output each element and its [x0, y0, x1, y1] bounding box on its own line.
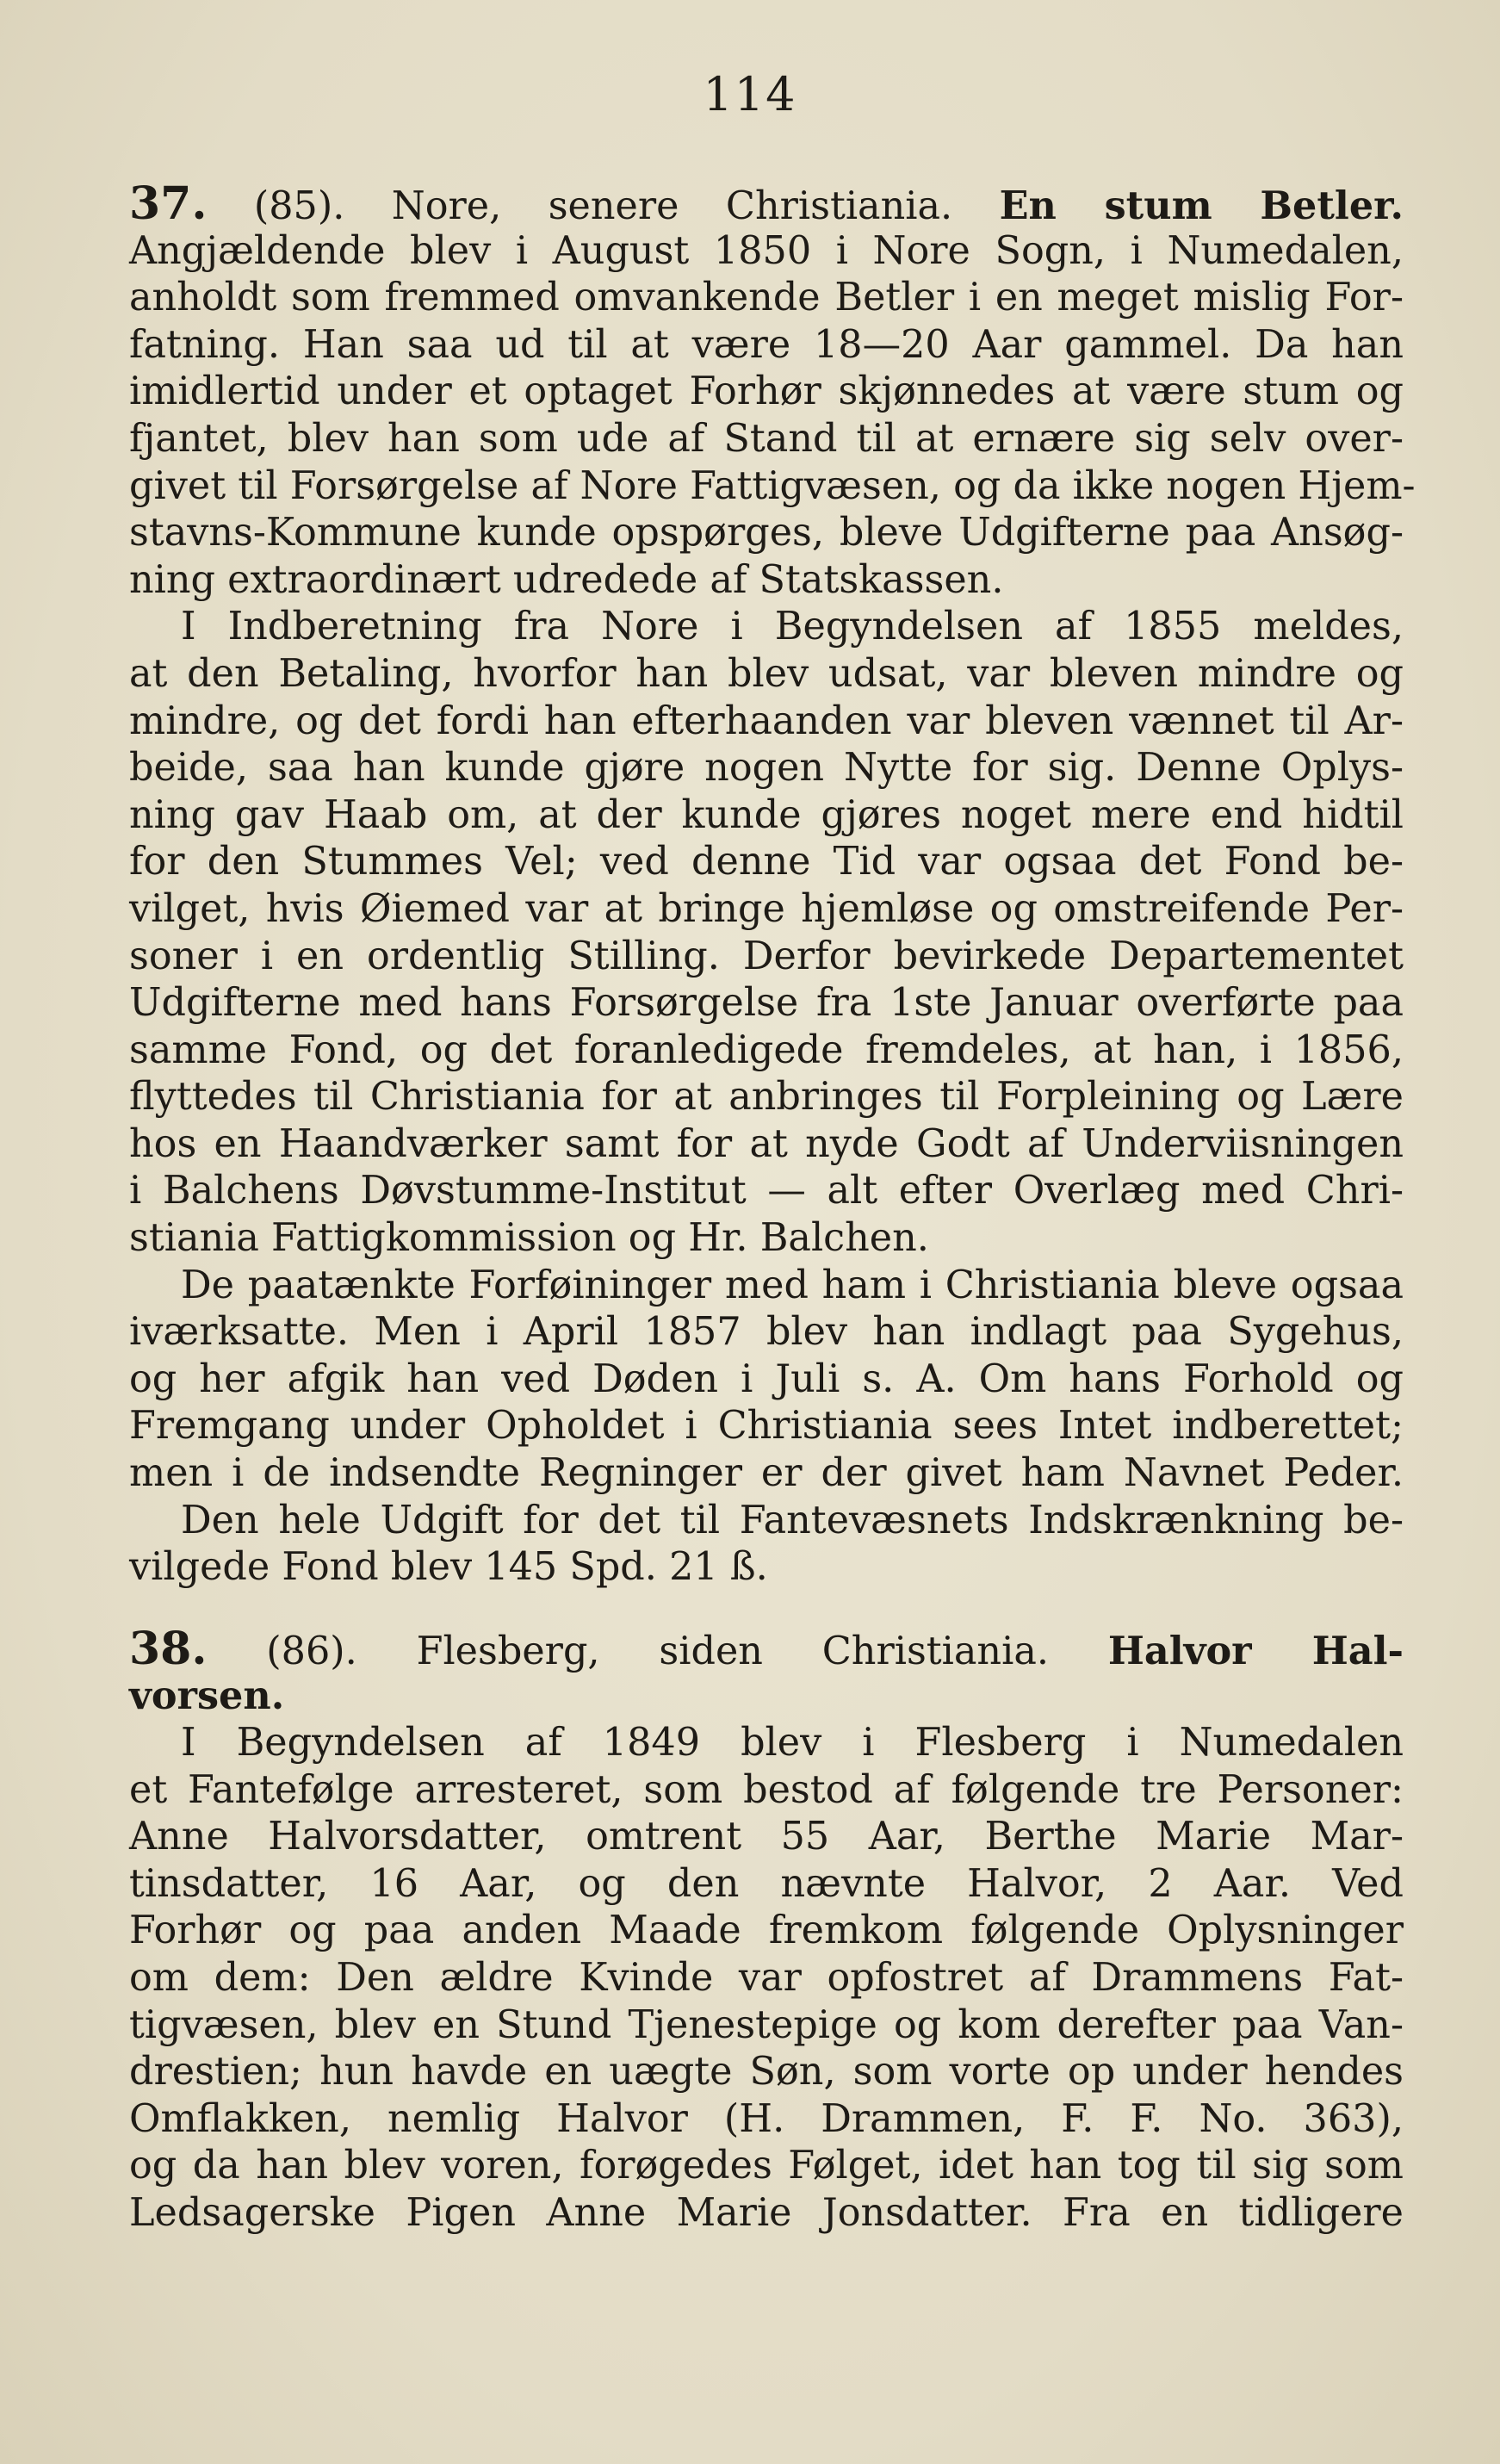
- text-line: et Fantefølge arresteret, som bestod af følgende tre Personer:: [129, 1767, 1404, 1812]
- text-line: ning extraordinært udredede af Statskassen.: [129, 557, 1004, 602]
- text-line: ning gav Haab om, at der kunde gjøres noget mere end hidtil: [129, 792, 1404, 837]
- text-line: Omflakken, nemlig Halvor (H. Drammen, F. F. No. 363),: [129, 2096, 1404, 2141]
- text-line: tigvæsen, blev en Stund Tjenestepige og kom derefter paa Van-: [129, 2002, 1404, 2047]
- text-line: Den hele Udgift for det til Fantevæsnets Indskrænkning be-: [181, 1498, 1404, 1542]
- text-line: samme Fond, og det foranledigede fremdeles, at han, i 1856,: [129, 1027, 1404, 1072]
- text-line: Ledsagerske Pigen Anne Marie Jonsdatter. Fra en tidligere: [129, 2190, 1404, 2235]
- entry-heading-line: [129, 177, 1404, 230]
- text-line: mindre, og det fordi han efterhaanden var bleven vænnet til Ar-: [129, 698, 1404, 743]
- text-line: stiania Fattigkommission og Hr. Balchen.: [129, 1216, 929, 1261]
- text-line: tinsdatter, 16 Aar, og den nævnte Halvor, 2 Aar. Ved: [129, 1861, 1404, 1906]
- text-line: og da han blev voren, forøgedes Følget, idet han tog til sig som: [129, 2144, 1404, 2188]
- entry-gap: [129, 1592, 1404, 1626]
- entry-title: vorsen.: [129, 1673, 285, 1719]
- text-line: Anne Halvorsdatter, omtrent 55 Aar, Berthe Marie Mar-: [129, 1815, 1404, 1859]
- text-line: stavns-Kommune kunde opspørges, bleve Udgifterne paa Ansøg-: [129, 511, 1404, 555]
- entry-location: (86). Flesberg, siden Christiania.: [207, 1629, 1108, 1673]
- text-line: [129, 1673, 1404, 1720]
- text-line: om dem: Den ældre Kvinde var opfostret af Drammens Fat-: [129, 1955, 1404, 2000]
- text-line: flyttedes til Christiania for at anbringes til Forpleining og Lære: [129, 1075, 1404, 1120]
- text-line: for den Stummes Vel; ved denne Tid var ogsaa det Fond be-: [129, 840, 1404, 884]
- text-line: I Indberetning fra Nore i Begyndelsen af 1855 meldes,: [181, 605, 1404, 649]
- text-line: Forhør og paa anden Maade fremkom følgende Oplysninger: [129, 1909, 1404, 1953]
- text-line: anholdt som fremmed omvankende Betler i en meget mislig For-: [129, 276, 1404, 320]
- text-line: Fremgang under Opholdet i Christiania sees Intet indberettet;: [129, 1404, 1404, 1449]
- entry-location: (85). Nore, senere Christiania.: [207, 184, 1000, 228]
- text-line: vilget, hvis Øiemed var at bringe hjemløse og omstreifende Per-: [129, 886, 1404, 931]
- text-line: imidlertid under et optaget Forhør skjønnedes at være stum og: [129, 369, 1404, 414]
- text-line: soner i en ordentlig Stilling. Derfor bevirkede Departementet: [129, 934, 1404, 978]
- entry-heading-line: [129, 1622, 1404, 1675]
- text-line: drestien; hun havde en uægte Søn, som vorte op under hendes: [129, 2050, 1404, 2095]
- text-line: fatning. Han saa ud til at være 18—20 Aar gammel. Da han: [129, 322, 1404, 367]
- text-line: beide, saa han kunde gjøre nogen Nytte for sig. Denne Oplys-: [129, 746, 1404, 791]
- text-line: hos en Haandværker samt for at nyde Godt af Underviisningen: [129, 1121, 1404, 1166]
- entry-title: En stum Betler.: [999, 183, 1404, 228]
- entry-number: 38.: [129, 1622, 208, 1675]
- entry-block: [129, 1622, 1404, 2237]
- text-line: vilgede Fond blev 145 Spd. 21 ß.: [129, 1545, 768, 1590]
- text-line: men i de indsendte Regninger er der givet ham Navnet Peder.: [129, 1451, 1404, 1496]
- page-number: 114: [703, 67, 797, 121]
- text-line: Angjældende blev i August 1850 i Nore Sogn, i Numedalen,: [129, 228, 1404, 273]
- text-line: iværksatte. Men i April 1857 blev han indlagt paa Sygehus,: [129, 1310, 1404, 1355]
- entry-block: [129, 177, 1416, 1592]
- text-line: Udgifterne med hans Forsørgelse fra 1ste Januar overførte paa: [129, 981, 1404, 1026]
- text-line: I Begyndelsen af 1849 blev i Flesberg i Numedalen: [181, 1721, 1404, 1765]
- entry-number: 37.: [129, 177, 208, 230]
- text-line: at den Betaling, hvorfor han blev udsat, var bleven mindre og: [129, 651, 1404, 696]
- text-line: De paatænkte Forføininger med ham i Christiania bleve ogsaa: [181, 1263, 1404, 1307]
- text-line: i Balchens Døvstumme-Institut — alt efter Overlæg med Chri-: [129, 1169, 1404, 1213]
- page-text: [129, 177, 1416, 2237]
- text-line: givet til Forsørgelse af Nore Fattigvæsen, og da ikke nogen Hjem-: [129, 463, 1416, 508]
- entry-title: Halvor Hal-: [1107, 1628, 1404, 1673]
- text-line: fjantet, blev han som ude af Stand til at ernære sig selv over-: [129, 416, 1404, 461]
- text-line: og her afgik han ved Døden i Juli s. A. Om hans Forhold og: [129, 1356, 1404, 1401]
